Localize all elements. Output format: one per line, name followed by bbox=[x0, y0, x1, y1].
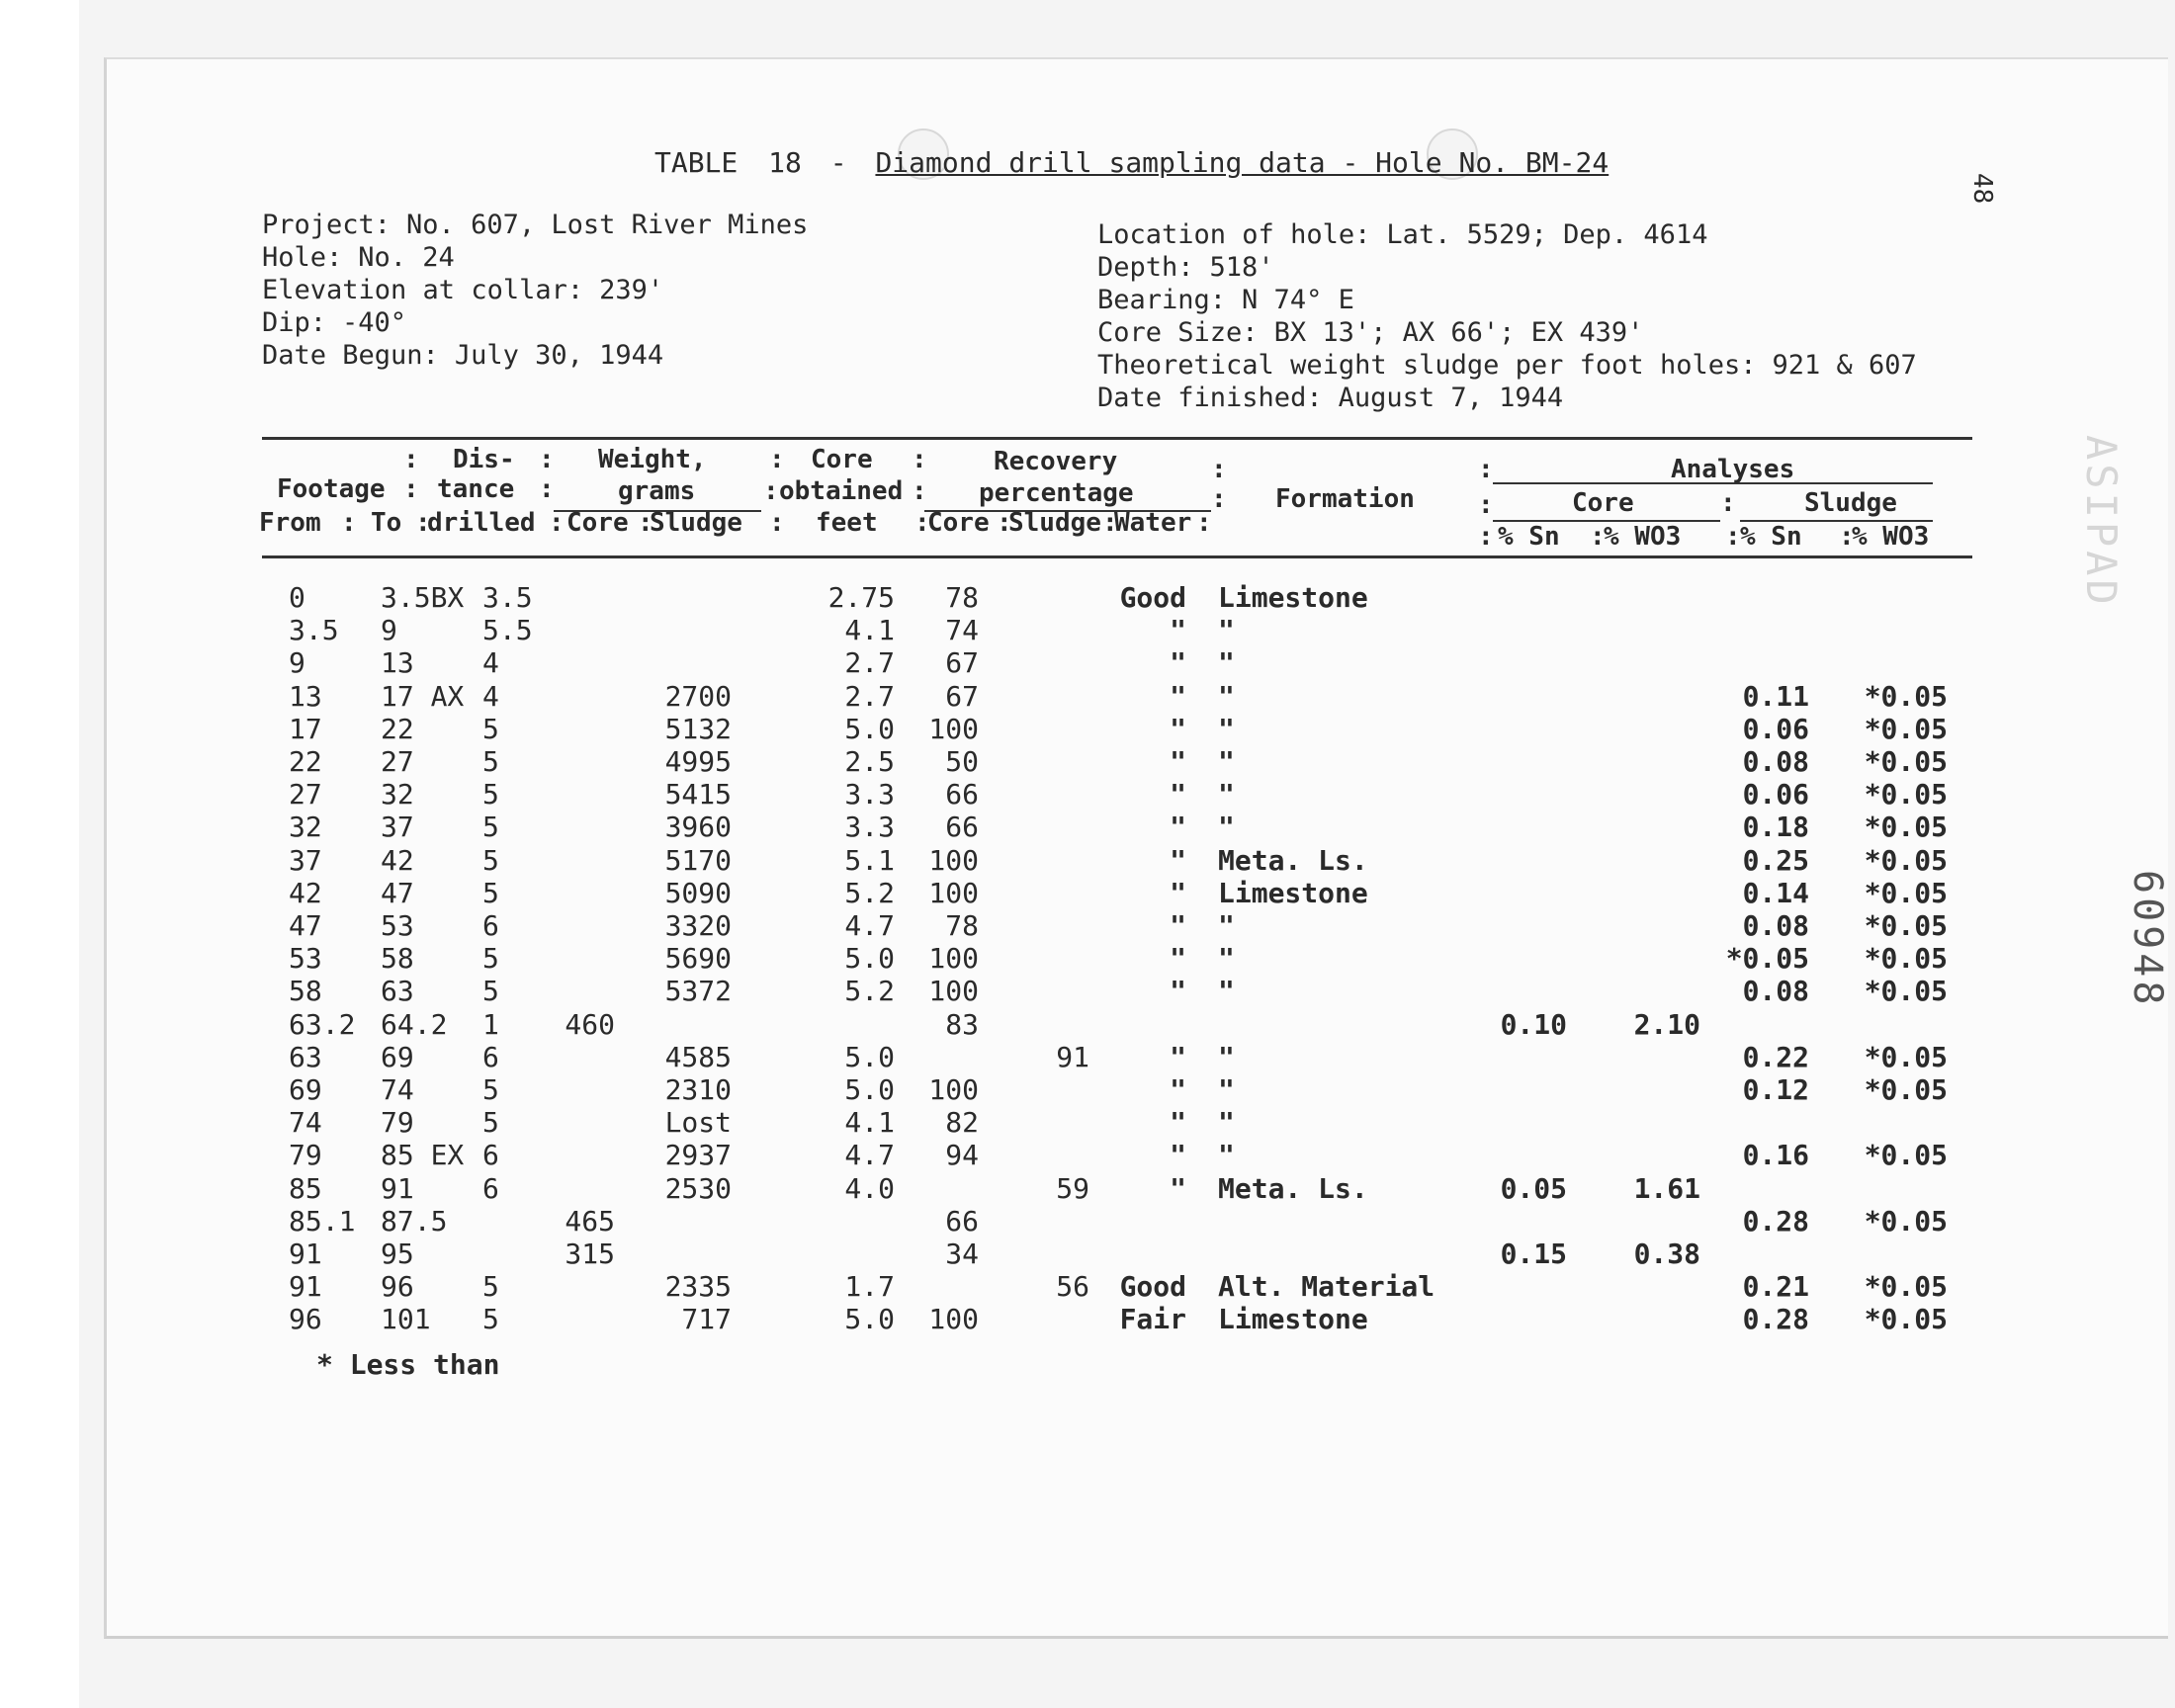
cell-obt: 5.0 bbox=[844, 1303, 895, 1336]
cell-rcore: 94 bbox=[945, 1139, 979, 1172]
col-core-sn: % Sn bbox=[1498, 522, 1560, 552]
cell-rcore: 100 bbox=[928, 942, 979, 976]
col-weight-sludge: Sludge bbox=[650, 508, 742, 538]
cell-obt: 2.7 bbox=[844, 646, 895, 680]
cell-formation: " bbox=[1218, 909, 1235, 942]
cell-formation: " bbox=[1218, 712, 1235, 745]
cell-water: " bbox=[1170, 811, 1186, 844]
cell-formation: Meta. Ls. bbox=[1218, 843, 1368, 877]
right-header-field bbox=[1097, 383, 1563, 413]
cell-to: 22 bbox=[381, 712, 414, 745]
cell-water: " bbox=[1170, 876, 1186, 909]
cell-rcore: 100 bbox=[928, 876, 979, 909]
cell-water: " bbox=[1170, 1073, 1186, 1106]
cell-from: 17 bbox=[289, 712, 322, 745]
cell-rcore: 100 bbox=[928, 1303, 979, 1336]
cell-water: " bbox=[1170, 745, 1186, 778]
cell-swo: *0.05 bbox=[1864, 1303, 1948, 1336]
cell-formation: " bbox=[1218, 745, 1235, 778]
cell-water: " bbox=[1170, 1040, 1186, 1073]
cell-rcore: 66 bbox=[945, 1204, 979, 1238]
col-distance-2: tance bbox=[437, 474, 515, 504]
cell-from: 91 bbox=[289, 1270, 322, 1304]
cell-ssn: 0.08 bbox=[1742, 909, 1809, 942]
cell-rcore: 67 bbox=[945, 679, 979, 713]
right-header-field bbox=[1097, 317, 1643, 348]
col-from: From bbox=[259, 508, 321, 538]
cell-formation: " bbox=[1218, 778, 1235, 811]
cell-ssn: 0.11 bbox=[1742, 679, 1809, 713]
cell-wsludge: 3320 bbox=[664, 909, 732, 942]
cell-water: " bbox=[1170, 712, 1186, 745]
cell-dist: 6 bbox=[482, 1139, 499, 1172]
cell-from: 63.2 bbox=[289, 1007, 356, 1041]
cell-to: 53 bbox=[381, 909, 414, 942]
cell-to: 47 bbox=[381, 876, 414, 909]
col-sludge-wo3: % WO3 bbox=[1852, 522, 1930, 552]
col-sludge-sn: % Sn bbox=[1740, 522, 1802, 552]
left-header-field bbox=[262, 275, 663, 305]
cell-rcore: 34 bbox=[945, 1238, 979, 1270]
cell-wsludge: 5132 bbox=[664, 712, 732, 745]
cell-wsludge: 2700 bbox=[664, 679, 732, 713]
cell-to: 95 bbox=[381, 1238, 414, 1270]
cell-ssn: 0.18 bbox=[1742, 811, 1809, 844]
cell-dist: 5 bbox=[482, 811, 499, 844]
col-weight-1: Weight, bbox=[598, 445, 707, 474]
cell-rsludge: 59 bbox=[1056, 1171, 1089, 1205]
right-header-label: Theoretical weight sludge per foot holes: bbox=[1097, 350, 1757, 381]
cell-obt: 1.7 bbox=[844, 1270, 895, 1304]
cell-cwo: 0.38 bbox=[1633, 1238, 1700, 1270]
right-header-value: 921 & 607 bbox=[1772, 350, 1917, 381]
cell-formation: " bbox=[1218, 646, 1235, 680]
cell-water: " bbox=[1170, 909, 1186, 942]
cell-water: " bbox=[1170, 1171, 1186, 1205]
col-footage: Footage bbox=[277, 474, 386, 504]
col-core-obt-3: feet bbox=[816, 508, 878, 538]
cell-from: 85 bbox=[289, 1171, 322, 1205]
right-header-label: Depth: bbox=[1097, 252, 1194, 283]
col-distance-3: drilled bbox=[427, 508, 536, 538]
cell-to: 58 bbox=[381, 942, 414, 976]
cell-to: 87.5 bbox=[381, 1204, 448, 1238]
cell-obt: 4.7 bbox=[844, 909, 895, 942]
col-weight-2: grams bbox=[618, 476, 696, 506]
cell-wcore: 315 bbox=[565, 1238, 615, 1270]
right-header-field bbox=[1097, 252, 1274, 283]
col-an-sludge: Sludge bbox=[1804, 488, 1897, 518]
cell-swo: *0.05 bbox=[1864, 1040, 1948, 1073]
cell-formation: Limestone bbox=[1218, 1303, 1368, 1336]
col-weight-core: Core bbox=[566, 508, 629, 538]
cell-dist: 6 bbox=[482, 909, 499, 942]
cell-rcore: 74 bbox=[945, 614, 979, 647]
cell-water: Fair bbox=[1119, 1303, 1186, 1336]
cell-from: 37 bbox=[289, 843, 322, 877]
cell-wsludge: 4585 bbox=[664, 1040, 732, 1073]
cell-obt: 5.0 bbox=[844, 712, 895, 745]
cell-water: " bbox=[1170, 1139, 1186, 1172]
cell-formation: " bbox=[1218, 1139, 1235, 1172]
cell-dist: 5 bbox=[482, 1073, 499, 1106]
cell-swo: *0.05 bbox=[1864, 778, 1948, 811]
cell-ssn: 0.22 bbox=[1742, 1040, 1809, 1073]
left-header-label: Date Begun: bbox=[262, 340, 439, 371]
cell-water: " bbox=[1170, 843, 1186, 877]
cell-water: Good bbox=[1119, 1270, 1186, 1304]
cell-from: 63 bbox=[289, 1040, 322, 1073]
cell-csn: 0.05 bbox=[1500, 1171, 1567, 1205]
cell-from: 74 bbox=[289, 1106, 322, 1140]
cell-swo: *0.05 bbox=[1864, 942, 1948, 976]
cell-water: " bbox=[1170, 942, 1186, 976]
cell-formation: Limestone bbox=[1218, 581, 1368, 614]
cell-wsludge: 2310 bbox=[664, 1073, 732, 1106]
cell-water: " bbox=[1170, 778, 1186, 811]
cell-swo: *0.05 bbox=[1864, 1204, 1948, 1238]
cell-obt: 5.1 bbox=[844, 843, 895, 877]
cell-wsludge: 3960 bbox=[664, 811, 732, 844]
col-core-obt-1: Core bbox=[811, 445, 873, 474]
cell-wsludge: 717 bbox=[681, 1303, 732, 1336]
table-number: 18 bbox=[768, 146, 802, 179]
cell-from: 32 bbox=[289, 811, 322, 844]
cell-dist: 5 bbox=[482, 1106, 499, 1140]
cell-wsludge: 5170 bbox=[664, 843, 732, 877]
cell-obt: 5.0 bbox=[844, 1073, 895, 1106]
cell-rcore: 82 bbox=[945, 1106, 979, 1140]
cell-to: 79 bbox=[381, 1106, 414, 1140]
cell-from: 9 bbox=[289, 646, 305, 680]
cell-from: 79 bbox=[289, 1139, 322, 1172]
cell-water: Good bbox=[1119, 581, 1186, 614]
cell-water: " bbox=[1170, 1106, 1186, 1140]
cell-obt: 2.5 bbox=[844, 745, 895, 778]
cell-from: 91 bbox=[289, 1238, 322, 1270]
cell-water: " bbox=[1170, 975, 1186, 1008]
cell-water: " bbox=[1170, 614, 1186, 647]
cell-obt: 4.7 bbox=[844, 1139, 895, 1172]
cell-rcore: 78 bbox=[945, 909, 979, 942]
cell-obt: 5.0 bbox=[844, 942, 895, 976]
cell-from: 58 bbox=[289, 975, 322, 1008]
cell-from: 42 bbox=[289, 876, 322, 909]
cell-rcore: 78 bbox=[945, 581, 979, 614]
col-rec-sludge: Sludge bbox=[1008, 508, 1101, 538]
cell-rcore: 67 bbox=[945, 646, 979, 680]
cell-swo: *0.05 bbox=[1864, 712, 1948, 745]
cell-to: 85 EX bbox=[381, 1139, 465, 1172]
left-header-value: -40° bbox=[342, 307, 407, 338]
cell-rsludge: 56 bbox=[1056, 1270, 1089, 1304]
cell-wcore: 465 bbox=[565, 1204, 615, 1238]
cell-to: 91 bbox=[381, 1171, 414, 1205]
left-header-value: No. 607, Lost River Mines bbox=[406, 210, 809, 240]
cell-to: 17 AX bbox=[381, 679, 465, 713]
right-header-value: 518' bbox=[1209, 252, 1274, 283]
col-distance-1: Dis- bbox=[453, 445, 515, 474]
col-rec-water: Water bbox=[1114, 508, 1192, 538]
cell-dist: 6 bbox=[482, 1171, 499, 1205]
cell-obt: 2.75 bbox=[827, 581, 895, 614]
cell-dist: 5 bbox=[482, 876, 499, 909]
cell-rsludge: 91 bbox=[1056, 1040, 1089, 1073]
cell-water: " bbox=[1170, 679, 1186, 713]
cell-to: 74 bbox=[381, 1073, 414, 1106]
col-recovery-2: percentage bbox=[979, 478, 1134, 508]
cell-cwo: 1.61 bbox=[1633, 1171, 1700, 1205]
cell-obt: 2.7 bbox=[844, 679, 895, 713]
cell-ssn: *0.05 bbox=[1725, 942, 1809, 976]
cell-dist: 5.5 bbox=[482, 614, 533, 647]
cell-wsludge: 4995 bbox=[664, 745, 732, 778]
left-header-value: No. 24 bbox=[358, 242, 455, 273]
cell-formation: Alt. Material bbox=[1218, 1270, 1436, 1304]
cell-formation: " bbox=[1218, 679, 1235, 713]
cell-csn: 0.10 bbox=[1500, 1007, 1567, 1041]
cell-swo: *0.05 bbox=[1864, 909, 1948, 942]
cell-ssn: 0.25 bbox=[1742, 843, 1809, 877]
cell-formation: " bbox=[1218, 1040, 1235, 1073]
left-header-label: Hole: bbox=[262, 242, 343, 273]
cell-dist: 5 bbox=[482, 745, 499, 778]
left-header-value: 239' bbox=[599, 275, 664, 305]
col-to: To bbox=[371, 508, 402, 538]
cell-swo: *0.05 bbox=[1864, 679, 1948, 713]
cell-obt: 4.1 bbox=[844, 614, 895, 647]
cell-dist: 4 bbox=[482, 679, 499, 713]
cell-ssn: 0.28 bbox=[1742, 1204, 1809, 1238]
cell-obt: 5.0 bbox=[844, 1040, 895, 1073]
right-header-value: Lat. 5529; Dep. 4614 bbox=[1386, 219, 1708, 250]
cell-ssn: 0.16 bbox=[1742, 1139, 1809, 1172]
cell-dist: 5 bbox=[482, 712, 499, 745]
cell-ssn: 0.08 bbox=[1742, 745, 1809, 778]
cell-from: 27 bbox=[289, 778, 322, 811]
right-header-field bbox=[1097, 219, 1707, 250]
cell-rcore: 66 bbox=[945, 778, 979, 811]
cell-rcore: 100 bbox=[928, 1073, 979, 1106]
right-header-field bbox=[1097, 285, 1354, 315]
cell-swo: *0.05 bbox=[1864, 1139, 1948, 1172]
right-header-value: N 74° E bbox=[1242, 285, 1354, 315]
cell-ssn: 0.21 bbox=[1742, 1270, 1809, 1304]
cell-rcore: 50 bbox=[945, 745, 979, 778]
cell-water: " bbox=[1170, 646, 1186, 680]
cell-from: 69 bbox=[289, 1073, 322, 1106]
cell-rcore: 83 bbox=[945, 1007, 979, 1041]
col-core-obt-2: obtained bbox=[779, 476, 904, 506]
right-header-label: Core Size: bbox=[1097, 317, 1259, 348]
cell-wsludge: 5372 bbox=[664, 975, 732, 1008]
cell-dist: 5 bbox=[482, 1270, 499, 1304]
cell-rcore: 100 bbox=[928, 975, 979, 1008]
margin-page-number: 48 bbox=[1967, 173, 1997, 205]
cell-ssn: 0.12 bbox=[1742, 1073, 1809, 1106]
cell-to: 32 bbox=[381, 778, 414, 811]
cell-rcore: 100 bbox=[928, 843, 979, 877]
cell-dist: 5 bbox=[482, 778, 499, 811]
col-formation: Formation bbox=[1275, 484, 1415, 514]
cell-wsludge: 2530 bbox=[664, 1171, 732, 1205]
right-header-label: Date finished: bbox=[1097, 383, 1323, 413]
cell-to: 37 bbox=[381, 811, 414, 844]
cell-to: 3.5BX bbox=[381, 581, 465, 614]
cell-dist: 3.5 bbox=[482, 581, 533, 614]
cell-from: 47 bbox=[289, 909, 322, 942]
cell-swo: *0.05 bbox=[1864, 745, 1948, 778]
cell-from: 0 bbox=[289, 581, 305, 614]
cell-ssn: 0.06 bbox=[1742, 778, 1809, 811]
left-header-field bbox=[262, 210, 808, 240]
cell-obt: 3.3 bbox=[844, 778, 895, 811]
cell-from: 53 bbox=[289, 942, 322, 976]
cell-cwo: 2.10 bbox=[1633, 1007, 1700, 1041]
right-header-label: Location of hole: bbox=[1097, 219, 1371, 250]
cell-from: 96 bbox=[289, 1303, 322, 1336]
cell-swo: *0.05 bbox=[1864, 811, 1948, 844]
table-caption: Diamond drill sampling data - Hole No. BM-24 bbox=[875, 146, 1610, 179]
cell-from: 3.5 bbox=[289, 614, 339, 647]
cell-dist: 5 bbox=[482, 843, 499, 877]
cell-formation: " bbox=[1218, 942, 1235, 976]
cell-wsludge: 5090 bbox=[664, 876, 732, 909]
scan-background bbox=[0, 0, 79, 1708]
cell-to: 9 bbox=[381, 614, 397, 647]
footnote: * Less than bbox=[316, 1348, 500, 1381]
cell-swo: *0.05 bbox=[1864, 1270, 1948, 1304]
right-header-value: BX 13'; AX 66'; EX 439' bbox=[1273, 317, 1644, 348]
left-header-label: Elevation at collar: bbox=[262, 275, 584, 305]
cell-formation: Meta. Ls. bbox=[1218, 1171, 1368, 1205]
left-header-label: Project: bbox=[262, 210, 392, 240]
cell-wsludge: 2335 bbox=[664, 1270, 732, 1304]
cell-swo: *0.05 bbox=[1864, 843, 1948, 877]
cell-dist: 5 bbox=[482, 1303, 499, 1336]
margin-stamp: 60948 bbox=[2125, 870, 2170, 1009]
cell-from: 13 bbox=[289, 679, 322, 713]
cell-dist: 6 bbox=[482, 1040, 499, 1073]
table-title: TABLE 18 - Diamond drill sampling data - Hole No. BM-24 bbox=[654, 146, 1610, 179]
col-analyses: Analyses bbox=[1671, 455, 1795, 484]
cell-obt: 5.2 bbox=[844, 975, 895, 1008]
left-header-field bbox=[262, 242, 455, 273]
cell-wsludge: Lost bbox=[664, 1106, 732, 1140]
cell-from: 22 bbox=[289, 745, 322, 778]
cell-wsludge: 5415 bbox=[664, 778, 732, 811]
cell-obt: 4.0 bbox=[844, 1171, 895, 1205]
cell-csn: 0.15 bbox=[1500, 1238, 1567, 1270]
cell-dist: 4 bbox=[482, 646, 499, 680]
right-header-field bbox=[1097, 350, 1917, 381]
cell-rcore: 66 bbox=[945, 811, 979, 844]
cell-to: 42 bbox=[381, 843, 414, 877]
cell-ssn: 0.08 bbox=[1742, 975, 1809, 1008]
table-label: TABLE bbox=[654, 146, 739, 179]
margin-stamp-shadow: ASIPAD bbox=[2077, 435, 2126, 609]
left-header-value: July 30, 1944 bbox=[454, 340, 664, 371]
cell-wsludge: 5690 bbox=[664, 942, 732, 976]
header-top-rule bbox=[262, 437, 1972, 440]
col-core-wo3: % WO3 bbox=[1604, 522, 1682, 552]
col-recovery-1: Recovery bbox=[994, 447, 1118, 476]
cell-swo: *0.05 bbox=[1864, 876, 1948, 909]
cell-obt: 5.2 bbox=[844, 876, 895, 909]
cell-formation: Limestone bbox=[1218, 876, 1368, 909]
cell-wsludge: 2937 bbox=[664, 1139, 732, 1172]
left-header-field bbox=[262, 307, 406, 338]
right-header-label: Bearing: bbox=[1097, 285, 1227, 315]
cell-obt: 4.1 bbox=[844, 1106, 895, 1140]
left-header-field bbox=[262, 340, 663, 371]
cell-rcore: 100 bbox=[928, 712, 979, 745]
cell-to: 64.2 bbox=[381, 1007, 448, 1041]
col-an-core: Core bbox=[1572, 488, 1634, 518]
cell-ssn: 0.28 bbox=[1742, 1303, 1809, 1336]
cell-to: 63 bbox=[381, 975, 414, 1008]
cell-to: 27 bbox=[381, 745, 414, 778]
cell-formation: " bbox=[1218, 811, 1235, 844]
cell-ssn: 0.06 bbox=[1742, 712, 1809, 745]
cell-to: 69 bbox=[381, 1040, 414, 1073]
cell-swo: *0.05 bbox=[1864, 975, 1948, 1008]
cell-dist: 5 bbox=[482, 942, 499, 976]
cell-wcore: 460 bbox=[565, 1007, 615, 1041]
cell-to: 13 bbox=[381, 646, 414, 680]
col-rec-core: Core bbox=[927, 508, 990, 538]
right-header-value: August 7, 1944 bbox=[1338, 383, 1564, 413]
cell-to: 96 bbox=[381, 1270, 414, 1304]
header-bottom-rule bbox=[262, 555, 1972, 558]
cell-formation: " bbox=[1218, 1106, 1235, 1140]
cell-formation: " bbox=[1218, 1073, 1235, 1106]
cell-to: 101 bbox=[381, 1303, 431, 1336]
cell-ssn: 0.14 bbox=[1742, 876, 1809, 909]
cell-formation: " bbox=[1218, 614, 1235, 647]
cell-swo: *0.05 bbox=[1864, 1073, 1948, 1106]
cell-from: 85.1 bbox=[289, 1204, 356, 1238]
left-header-label: Dip: bbox=[262, 307, 327, 338]
cell-dist: 1 bbox=[482, 1007, 499, 1041]
cell-formation: " bbox=[1218, 975, 1235, 1008]
cell-dist: 5 bbox=[482, 975, 499, 1008]
cell-obt: 3.3 bbox=[844, 811, 895, 844]
